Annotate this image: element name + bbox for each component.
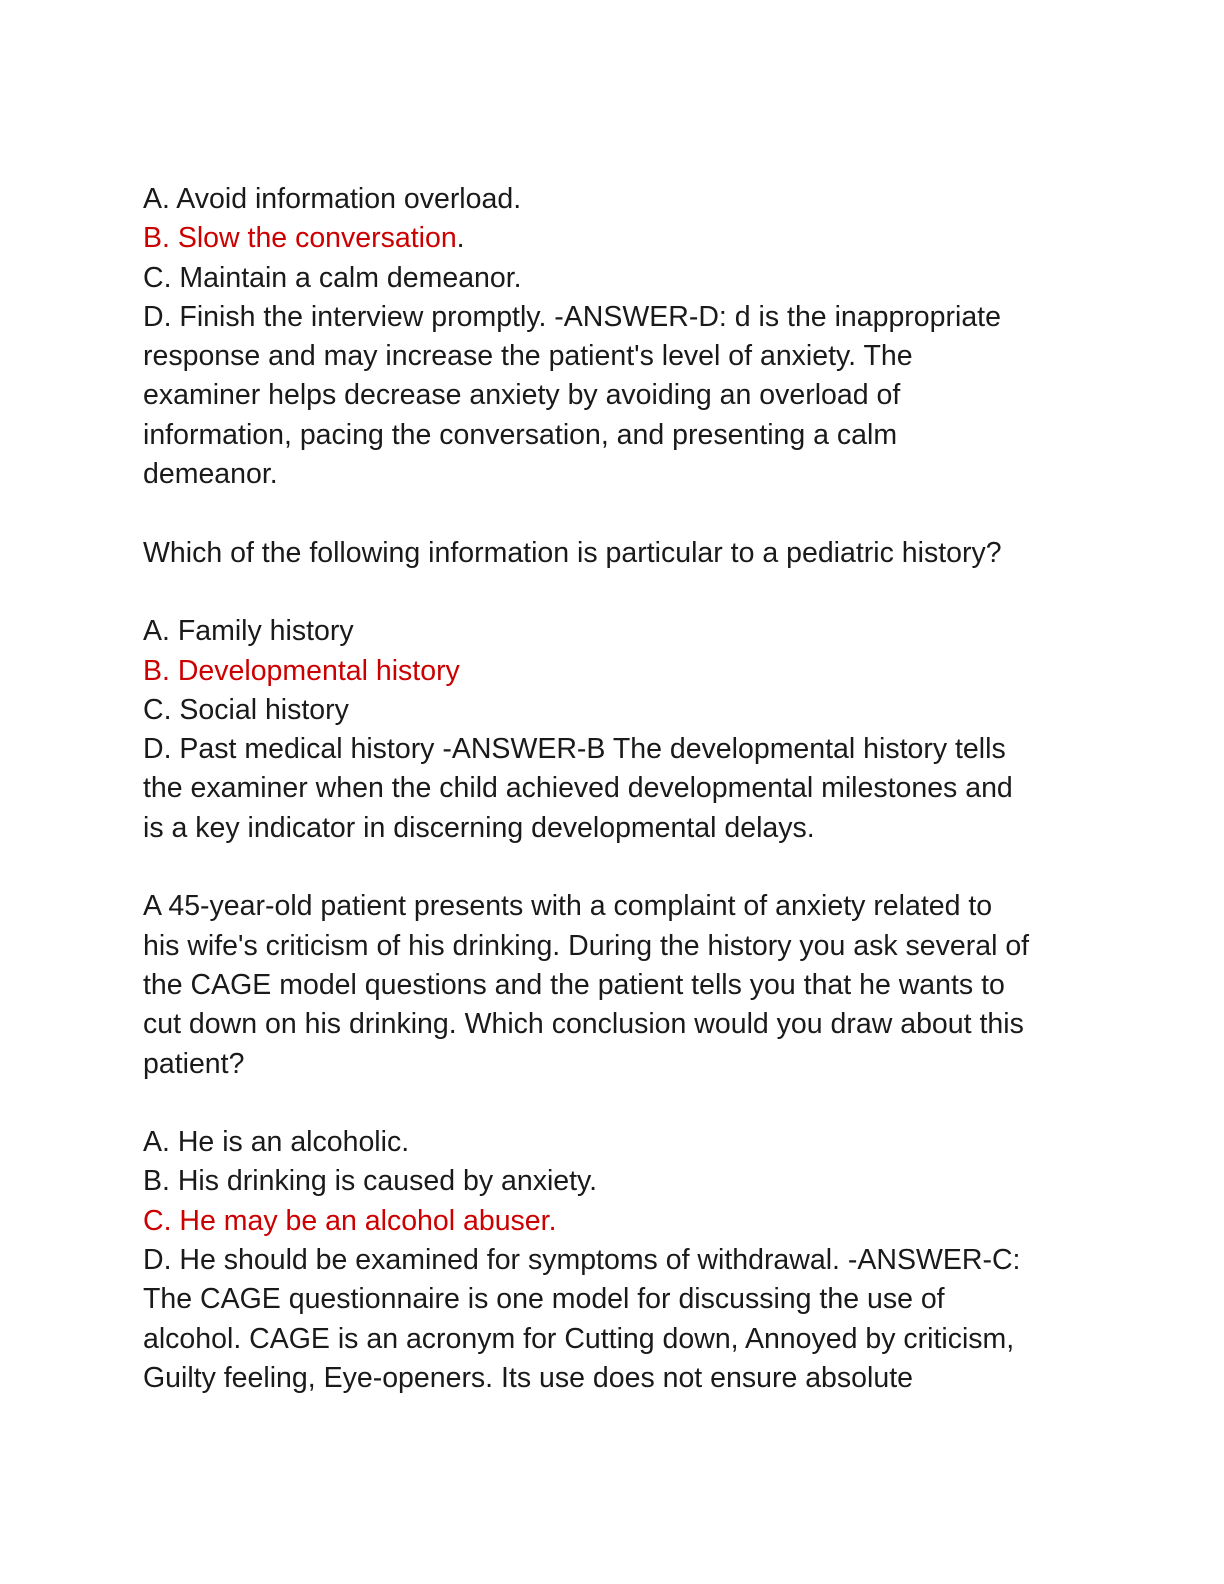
option-a: A. Family history — [143, 615, 354, 648]
answer-line: Guilty feeling, Eye-openers. Its use does not ensure absolute — [143, 1361, 913, 1394]
paragraph-gap — [143, 848, 1103, 887]
question-line: the CAGE model questions and the patient tells you that he wants to — [143, 968, 1005, 1001]
option-a: A. He is an alcoholic. — [143, 1126, 410, 1159]
document-page — [143, 180, 1103, 1398]
paragraph-gap — [143, 494, 1103, 533]
answer-line: examiner helps decrease anxiety by avoiding an overload of — [143, 379, 901, 412]
answer-line: the examiner when the child achieved developmental milestones and — [143, 772, 1013, 805]
answer-line: The CAGE questionnaire is one model for discussing the use of — [143, 1283, 945, 1316]
option-a: A. Avoid information overload. — [143, 183, 522, 215]
answer-line: alcohol. CAGE is an acronym for Cutting down, Annoyed by criticism, — [143, 1322, 1015, 1355]
option-b-correct — [143, 219, 1103, 258]
question-line: his wife's criticism of his drinking. During the history you ask several of — [143, 929, 1030, 962]
question-line: A 45-year-old patient presents with a complaint of anxiety related to — [143, 890, 993, 923]
answer-line: demeanor. — [143, 458, 278, 491]
question-line: cut down on his drinking. Which conclusion would you draw about this — [143, 1008, 1024, 1041]
option-c: C. Maintain a calm demeanor. — [143, 261, 522, 294]
answer-line: D. Finish the interview promptly. -ANSWER-D: d is the inappropriate — [143, 300, 1001, 333]
question-line: patient? — [143, 1047, 245, 1080]
correct-answer-text: B. Slow the conversation — [143, 222, 457, 255]
answer-line: is a key indicator in discerning developmental delays. — [143, 811, 815, 844]
paragraph-gap — [143, 573, 1103, 612]
paragraph-gap — [143, 1084, 1103, 1123]
answer-line: response and may increase the patient's level of anxiety. The — [143, 340, 913, 373]
option-c-correct: C. He may be an alcohol abuser. — [143, 1204, 557, 1237]
option-b-period: . — [456, 222, 465, 255]
question-text: Which of the following information is particular to a pediatric history? — [143, 536, 1002, 569]
option-c: C. Social history — [143, 693, 349, 726]
option-b: B. His drinking is caused by anxiety. — [143, 1165, 598, 1198]
answer-line: information, pacing the conversation, and presenting a calm — [143, 418, 898, 451]
answer-line: D. He should be examined for symptoms of withdrawal. -ANSWER-C: — [143, 1244, 1021, 1277]
answer-line: D. Past medical history -ANSWER-B The developmental history tells — [143, 733, 1006, 766]
option-b-correct: B. Developmental history — [143, 654, 460, 687]
